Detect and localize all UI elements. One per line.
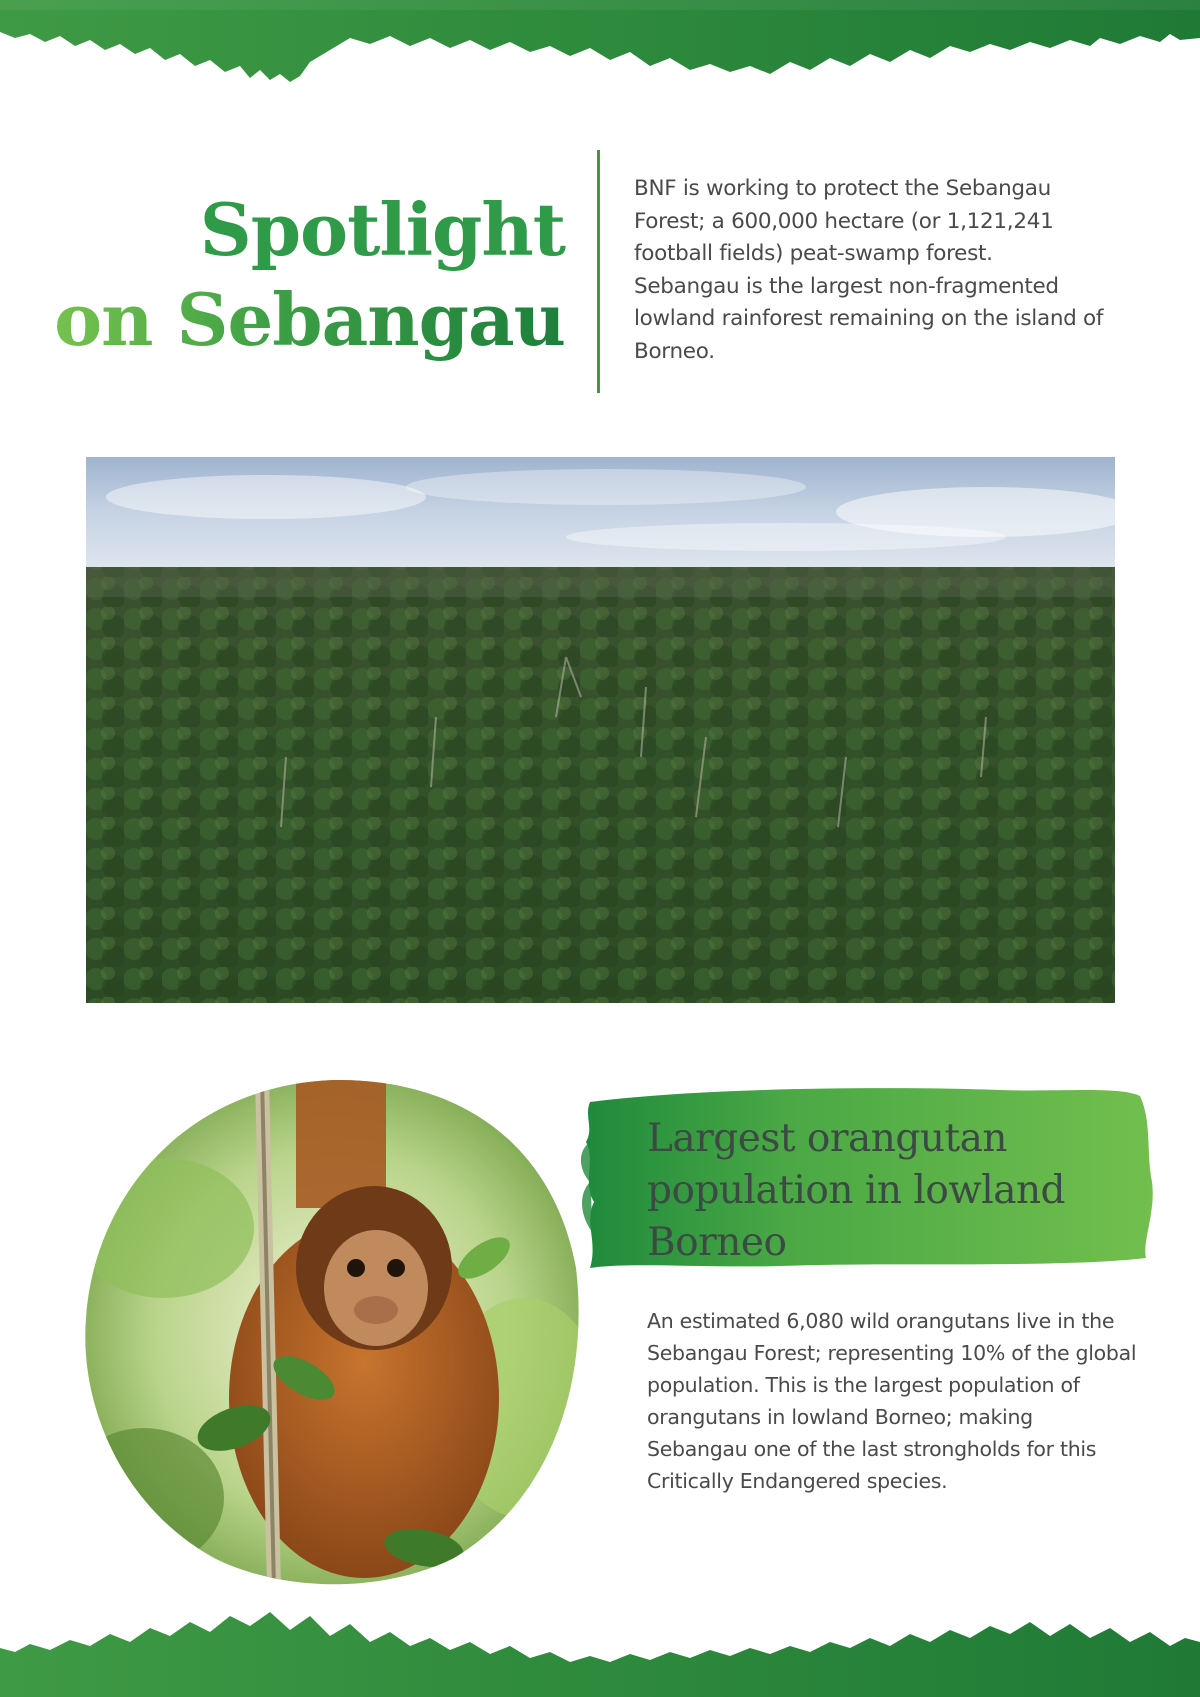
title-line-1: Spotlight <box>199 187 565 272</box>
section-heading-line-1: Largest orangutan <box>647 1116 1008 1161</box>
section-heading-line-3: Borneo <box>647 1220 787 1265</box>
bottom-forest-banner <box>0 1602 1200 1697</box>
section-heading-line-2: population in lowland <box>647 1168 1066 1213</box>
title-divider <box>597 150 600 393</box>
top-forest-banner <box>0 0 1200 90</box>
intro-paragraph: BNF is working to protect the Sebangau Forest; a 600,000 hectare (or 1,121,241 football fields) peat-swamp forest. Sebangau is the largest non-fragmented lowland rainforest remaining on the island of Borneo. <box>634 176 1104 364</box>
page-title <box>40 185 565 365</box>
aerial-forest-photo <box>86 457 1115 1003</box>
section-heading <box>647 1113 1137 1269</box>
title-line-2: on Sebangau <box>40 275 565 365</box>
baby-orangutan-photo <box>84 1078 582 1588</box>
section-body-paragraph: An estimated 6,080 wild orangutans live in the Sebangau Forest; representing 10% of the global population. This is the largest population of orangutans in lowland Borneo; making Sebangau one of the last strongholds for this Critically Endangered species. <box>647 1309 1137 1493</box>
